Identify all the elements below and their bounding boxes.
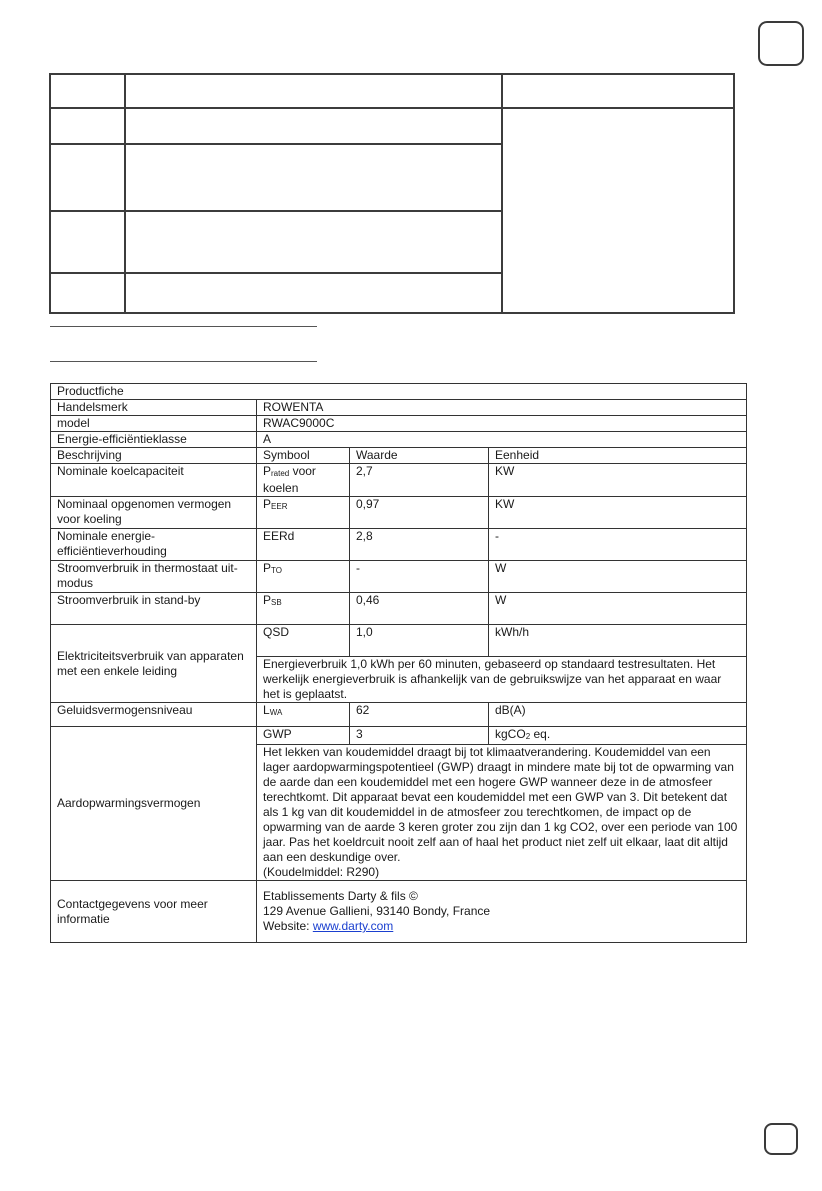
blank-line-2 [50, 361, 317, 362]
row-unit: W [489, 593, 747, 625]
row-unit: W [489, 561, 747, 593]
gwp-unit: kgCO2 eq. [489, 727, 747, 745]
table-row [51, 464, 747, 497]
noise-desc: Geluidsvermogensniveau [51, 703, 257, 727]
model-value: RWAC9000C [257, 416, 747, 432]
gwp-symbol: GWP [257, 727, 350, 745]
brand-label: Handelsmerk [51, 400, 257, 416]
row-desc: Stroomverbruik in stand-by [51, 593, 257, 625]
row-desc: Nominaal opgenomen vermogen voor koeling [51, 497, 257, 529]
model-label: model [51, 416, 257, 432]
row-unit: KW [489, 464, 747, 497]
row-desc: Nominale koelcapaciteit [51, 464, 257, 497]
brand-value: ROWENTA [257, 400, 747, 416]
gwp-note: Het lekken van koudemiddel draagt bij tot klimaatverandering. Koudemiddel van een lager aardopwarmingspotentieel (GWP) draagt in mindere mate bij tot de opwarming van de aarde dan een koudemiddel met een hogere GWP wanneer deze in de atmosfeer terechtkomt. Dit apparaat bevat een koudemiddel met een GWP van 3. Dit betekent dat als 1 kg van dit koudemiddel in de atmosfeer zou terechtkomen, de impact op de opwarming van de aarde 3 keren groter zou zijn dan 1 kg CO2, over een periode van 100 jaar. Pas het koeldrcuit nooit zelf aan of haal het product niet zelf uit elkaar, laat dit altijd aan een deskundige over. (Koudelmiddel: R290) [257, 745, 747, 881]
row-symbol: Prated voor koelen [257, 464, 350, 497]
elec-unit: kWh/h [489, 625, 747, 657]
elec-symbol: QSD [257, 625, 350, 657]
table-row [51, 416, 747, 432]
noise-unit: dB(A) [489, 703, 747, 727]
row-value: 0,97 [350, 497, 489, 529]
product-sheet-table [50, 383, 747, 943]
row-value: 2,8 [350, 529, 489, 561]
header-desc: Beschrijving [51, 448, 257, 464]
table-row [51, 703, 747, 727]
noise-value: 62 [350, 703, 489, 727]
table-header-row [51, 448, 747, 464]
row-value: - [350, 561, 489, 593]
sheet-title: Productfiche [51, 384, 747, 400]
table-row [51, 727, 747, 745]
class-label: Energie-efficiëntieklasse [51, 432, 257, 448]
header-symbol: Symbool [257, 448, 350, 464]
row-symbol: EERd [257, 529, 350, 561]
class-value: A [257, 432, 747, 448]
table-row [51, 593, 747, 625]
website-link[interactable]: www.darty.com [312, 919, 394, 933]
blank-line-1 [50, 326, 317, 327]
table-row [51, 384, 747, 400]
elec-desc: Elektriciteitsverbruik van apparaten met een enkele leiding [51, 625, 257, 703]
header-unit: Eenheid [489, 448, 747, 464]
row-unit: - [489, 529, 747, 561]
page-tab-top [758, 21, 804, 66]
header-value: Waarde [350, 448, 489, 464]
contact-info: Etablissements Darty & fils © 129 Avenue Gallieni, 93140 Bondy, France Website: www.darty.com [257, 881, 747, 943]
gwp-desc: Aardopwarmingsvermogen [51, 727, 257, 881]
gwp-value: 3 [350, 727, 489, 745]
row-desc: Stroomverbruik in thermostaat uit-modus [51, 561, 257, 593]
row-value: 0,46 [350, 593, 489, 625]
row-unit: KW [489, 497, 747, 529]
empty-table [49, 73, 735, 314]
row-symbol: PTO [257, 561, 350, 593]
table-row [51, 881, 747, 943]
elec-value: 1,0 [350, 625, 489, 657]
table-row [51, 497, 747, 529]
table-row [51, 432, 747, 448]
row-symbol: PEER [257, 497, 350, 529]
elec-note: Energieverbruik 1,0 kWh per 60 minuten, gebaseerd op standaard testresultaten. Het werkelijk energieverbruik is afhankelijk van de gebruikswijze van het apparaat en waar het is geplaatst. [257, 657, 747, 703]
row-desc: Nominale energie-efficiëntieverhouding [51, 529, 257, 561]
row-value: 2,7 [350, 464, 489, 497]
page-number-box [764, 1123, 798, 1155]
table-row [51, 561, 747, 593]
table-row [51, 529, 747, 561]
row-symbol: PSB [257, 593, 350, 625]
noise-symbol: LWA [257, 703, 350, 727]
table-row [51, 400, 747, 416]
table-row [51, 625, 747, 657]
contact-desc: Contactgegevens voor meer informatie [51, 881, 257, 943]
